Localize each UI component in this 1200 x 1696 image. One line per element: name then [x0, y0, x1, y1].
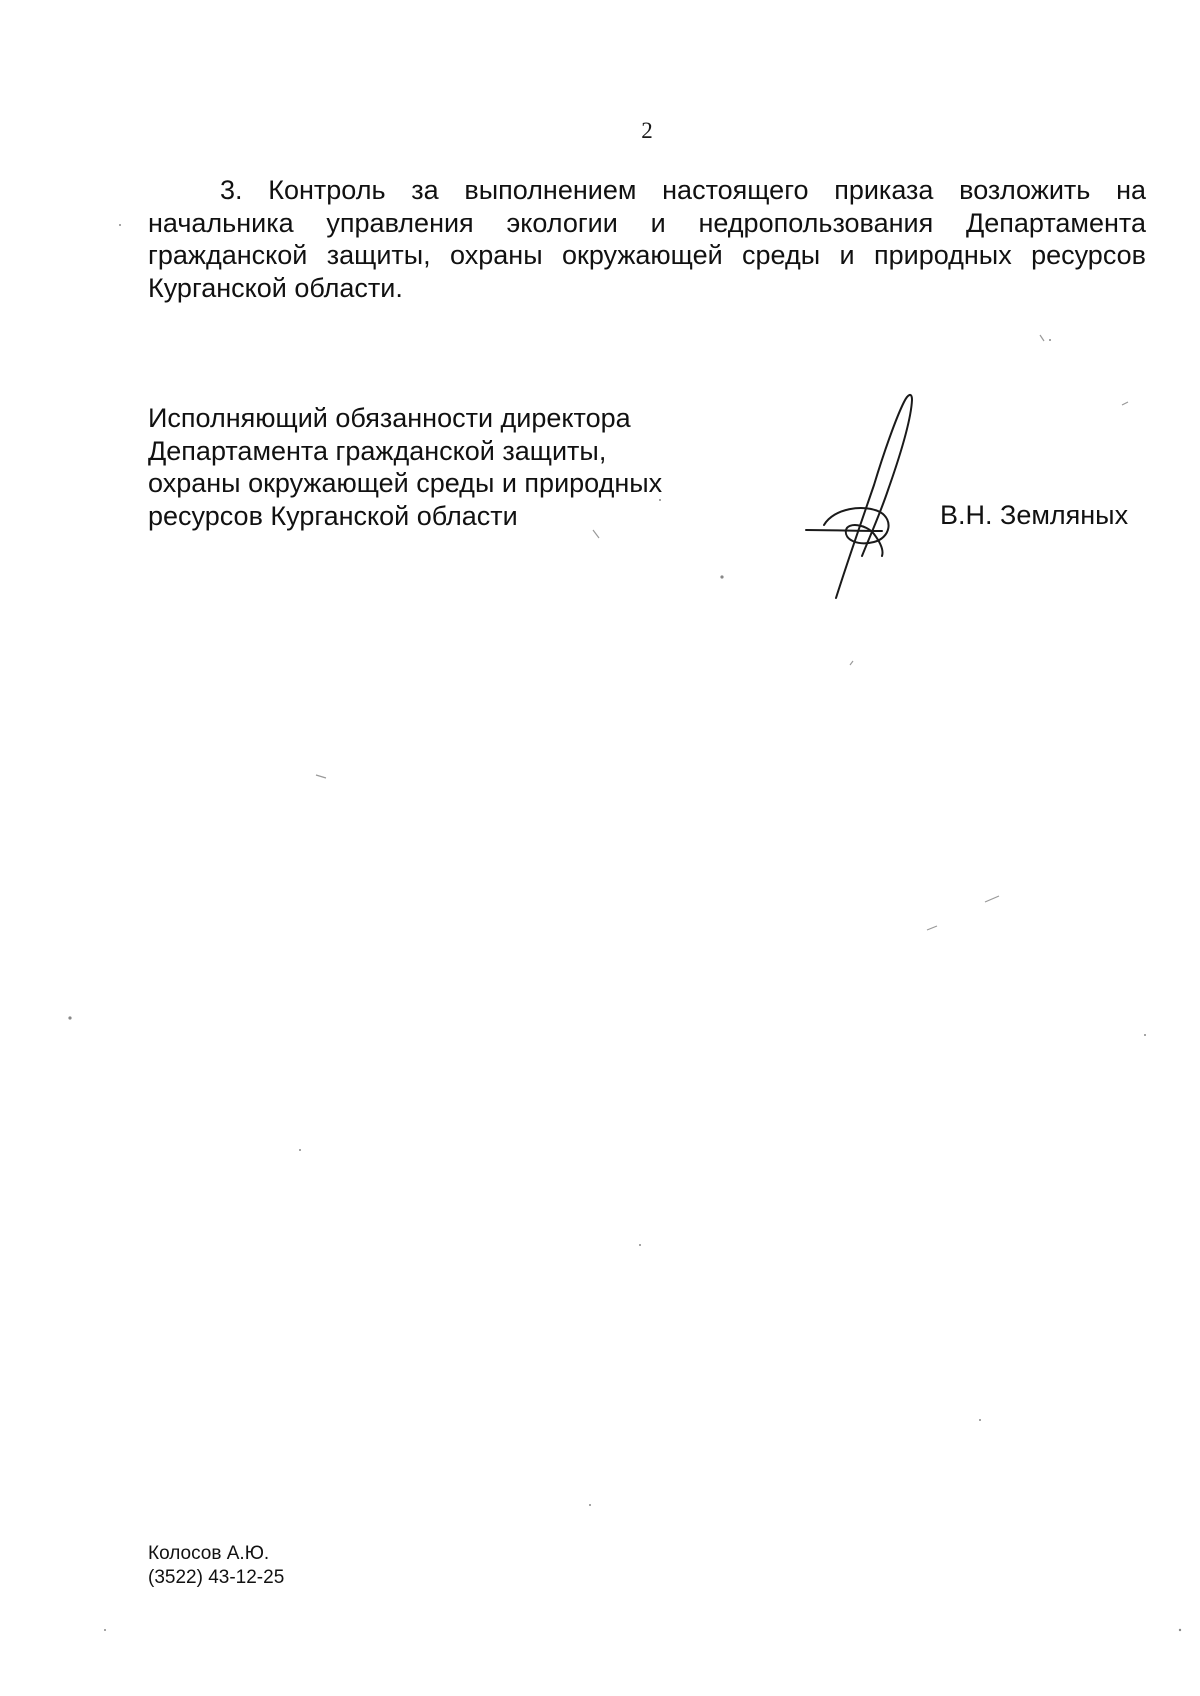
- signer-position-line: охраны окружающей среды и природных: [148, 468, 663, 498]
- signer-position-line: Исполняющий обязанности директора: [148, 403, 631, 433]
- executor-name: Колосов А.Ю.: [148, 1543, 270, 1564]
- signer-name: В.Н. Земляных: [940, 500, 1129, 530]
- signer-position-line: Департамента гражданской защиты,: [148, 435, 607, 466]
- page-number: 2: [641, 118, 653, 143]
- signer-position: [148, 402, 708, 532]
- order-paragraph-3: 3. Контроль за выполнением настоящего приказа возложить на начальника управления экологии и недропользования Департамента гражданской защиты, охраны окружающей среды и природных ресурсов Курганской области.: [148, 175, 1146, 303]
- executor-info: [148, 1542, 284, 1590]
- signer-position-line: ресурсов Курганской области: [148, 500, 518, 531]
- handwritten-signature-icon: [800, 390, 940, 605]
- executor-phone: (3522) 43-12-25: [148, 1567, 285, 1588]
